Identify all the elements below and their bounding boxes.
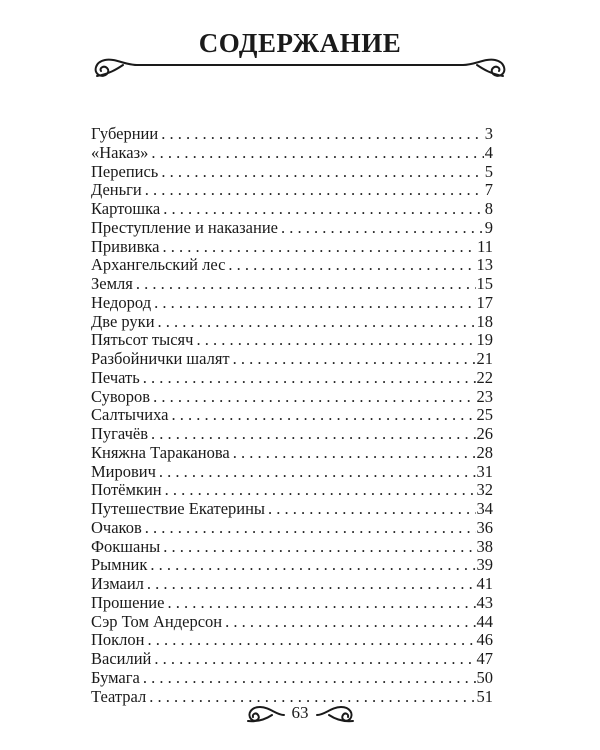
toc-entry[interactable] (91, 612, 493, 631)
toc-entry-page: 36 (476, 517, 493, 537)
toc-entry-page: 28 (476, 442, 493, 462)
toc-entry-title: «Наказ» (91, 142, 149, 162)
toc-entry-title: Разбойнички шалят (91, 349, 230, 368)
toc-leader-dots (154, 649, 475, 669)
toc-leader-dots (161, 162, 483, 182)
toc-leader-dots (225, 612, 475, 632)
toc-entry-title: Бумага (91, 667, 140, 687)
toc-entry-title: Фокшаны (91, 536, 161, 556)
toc-leader-dots (153, 387, 475, 407)
toc-entry[interactable] (91, 199, 493, 218)
page-title: СОДЕРЖАНИЕ (198, 28, 402, 58)
toc-entry-title: Недород (91, 292, 152, 312)
toc-leader-dots (151, 143, 483, 163)
toc-entry-page: 18 (476, 311, 493, 331)
toc-entry-page: 44 (476, 611, 493, 631)
toc-entry[interactable] (91, 574, 493, 593)
toc-entry[interactable] (91, 218, 493, 237)
toc-leader-dots (165, 480, 476, 500)
toc-leader-dots (268, 499, 475, 519)
toc-leader-dots (143, 668, 476, 688)
toc-entry-page: 17 (476, 292, 493, 312)
toc-entry-page: 8 (484, 199, 493, 218)
toc-entry[interactable] (91, 330, 493, 349)
toc-entry-page: 47 (476, 649, 493, 668)
toc-entry[interactable] (91, 630, 493, 649)
header-flourish-ornament (85, 52, 515, 82)
toc-entry[interactable] (91, 349, 493, 368)
toc-entry[interactable] (91, 405, 493, 424)
footer-left-flourish-ornament (242, 701, 286, 725)
toc-entry-title: Суворов (91, 386, 151, 406)
toc-entry-title: Потёмкин (91, 480, 162, 500)
toc-leader-dots (167, 593, 475, 613)
toc-entry-page: 15 (476, 274, 493, 293)
toc-entry[interactable] (91, 593, 493, 612)
toc-entry[interactable] (91, 293, 493, 312)
toc-entry-title: Измаил (91, 574, 144, 593)
toc-entry-page: 9 (484, 217, 493, 237)
toc-leader-dots (161, 124, 484, 144)
toc-entry[interactable] (91, 518, 493, 537)
toc-entry[interactable] (91, 124, 493, 143)
toc-entry-page: 43 (476, 592, 493, 612)
toc-entry[interactable] (91, 424, 493, 443)
toc-leader-dots (154, 293, 475, 313)
toc-entry-title: Мирович (91, 461, 156, 481)
toc-entry[interactable] (91, 537, 493, 556)
toc-entry-page: 3 (484, 124, 493, 143)
toc-entry-title: Прививка (91, 236, 160, 256)
toc-entry-title: Губернии (91, 124, 159, 143)
toc-leader-dots (148, 630, 476, 650)
toc-leader-dots (196, 330, 475, 350)
toc-entry-page: 5 (484, 161, 493, 181)
toc-leader-dots (163, 537, 475, 557)
toc-entry-title: Пятьсот тысяч (91, 330, 194, 350)
toc-entry-page: 34 (476, 499, 493, 518)
toc-leader-dots (281, 218, 484, 238)
toc-leader-dots (159, 462, 476, 482)
toc-entry-page: 41 (476, 574, 493, 593)
toc-entry[interactable] (91, 387, 493, 406)
toc-entry-page: 22 (476, 367, 493, 387)
toc-entry-title: Преступление и наказание (91, 217, 278, 237)
toc-entry[interactable] (91, 162, 493, 181)
toc-entry-page: 51 (476, 686, 493, 706)
toc-entry-page: 46 (476, 630, 493, 650)
toc-entry-page: 21 (476, 349, 493, 368)
toc-entry[interactable] (91, 368, 493, 387)
toc-entry[interactable] (91, 143, 493, 162)
toc-entry-title: Картошка (91, 199, 161, 218)
toc-leader-dots (145, 180, 484, 200)
toc-entry-title: Архангельский лес (91, 255, 226, 275)
toc-leader-dots (145, 518, 476, 538)
toc-entry[interactable] (91, 462, 493, 481)
toc-entry-page: 38 (476, 536, 493, 556)
toc-entry-title: Поклон (91, 630, 145, 650)
toc-entry[interactable] (91, 255, 493, 274)
toc-leader-dots (163, 199, 484, 219)
toc-leader-dots (233, 349, 476, 369)
toc-entry-title: Перепись (91, 161, 159, 181)
toc-entry-page: 26 (476, 424, 493, 443)
toc-entry[interactable] (91, 274, 493, 293)
toc-entry-title: Княжна Тараканова (91, 442, 230, 462)
toc-entry[interactable] (91, 555, 493, 574)
toc-entry[interactable] (91, 180, 493, 199)
toc-leader-dots (158, 312, 476, 332)
toc-leader-dots (143, 368, 476, 388)
toc-entry-page: 19 (476, 330, 493, 350)
toc-entry[interactable] (91, 312, 493, 331)
toc-entry-page: 50 (476, 667, 493, 687)
toc-entry-page: 32 (476, 480, 493, 500)
toc-entry-page: 13 (476, 255, 493, 275)
toc-entry-title: Прошение (91, 592, 165, 612)
toc-entry-title: Салтычиха (91, 405, 169, 425)
toc-entry-title: Две руки (91, 311, 155, 331)
toc-leader-dots (163, 237, 477, 257)
toc-entry-title: Рымник (91, 555, 148, 575)
toc-leader-dots (172, 405, 476, 425)
table-of-contents (91, 124, 493, 705)
toc-leader-dots (228, 255, 475, 275)
toc-leader-dots (151, 424, 475, 444)
toc-leader-dots (136, 274, 476, 294)
toc-entry-title: Печать (91, 367, 140, 387)
toc-entry-page: 7 (484, 180, 493, 200)
toc-entry-page: 4 (484, 142, 493, 162)
toc-entry-page: 25 (476, 405, 493, 425)
toc-entry[interactable] (91, 668, 493, 687)
toc-entry-title: Театрал (91, 686, 147, 706)
toc-entry-title: Путешествие Екатерины (91, 499, 266, 518)
toc-entry-title: Деньги (91, 180, 142, 200)
toc-entry-title: Очаков (91, 517, 142, 537)
page-footer (0, 698, 600, 728)
toc-entry[interactable] (91, 649, 493, 668)
toc-entry-title: Земля (91, 274, 133, 293)
toc-entry[interactable] (91, 499, 493, 518)
toc-leader-dots (147, 574, 476, 594)
toc-entry-page: 23 (476, 386, 493, 406)
toc-entry-page: 11 (477, 236, 493, 256)
toc-entry-page: 39 (476, 555, 493, 575)
page-number: 63 (291, 703, 309, 722)
toc-entry-title: Пугачёв (91, 424, 149, 443)
toc-leader-dots (150, 555, 475, 575)
toc-entry[interactable] (91, 237, 493, 256)
toc-entry[interactable] (91, 480, 493, 499)
toc-entry-title: Василий (91, 649, 152, 668)
toc-entry-title: Сэр Том Андерсон (91, 611, 223, 631)
toc-entry[interactable] (91, 443, 493, 462)
toc-leader-dots (233, 443, 476, 463)
toc-entry-page: 31 (476, 461, 493, 481)
footer-right-flourish-ornament (315, 701, 359, 725)
